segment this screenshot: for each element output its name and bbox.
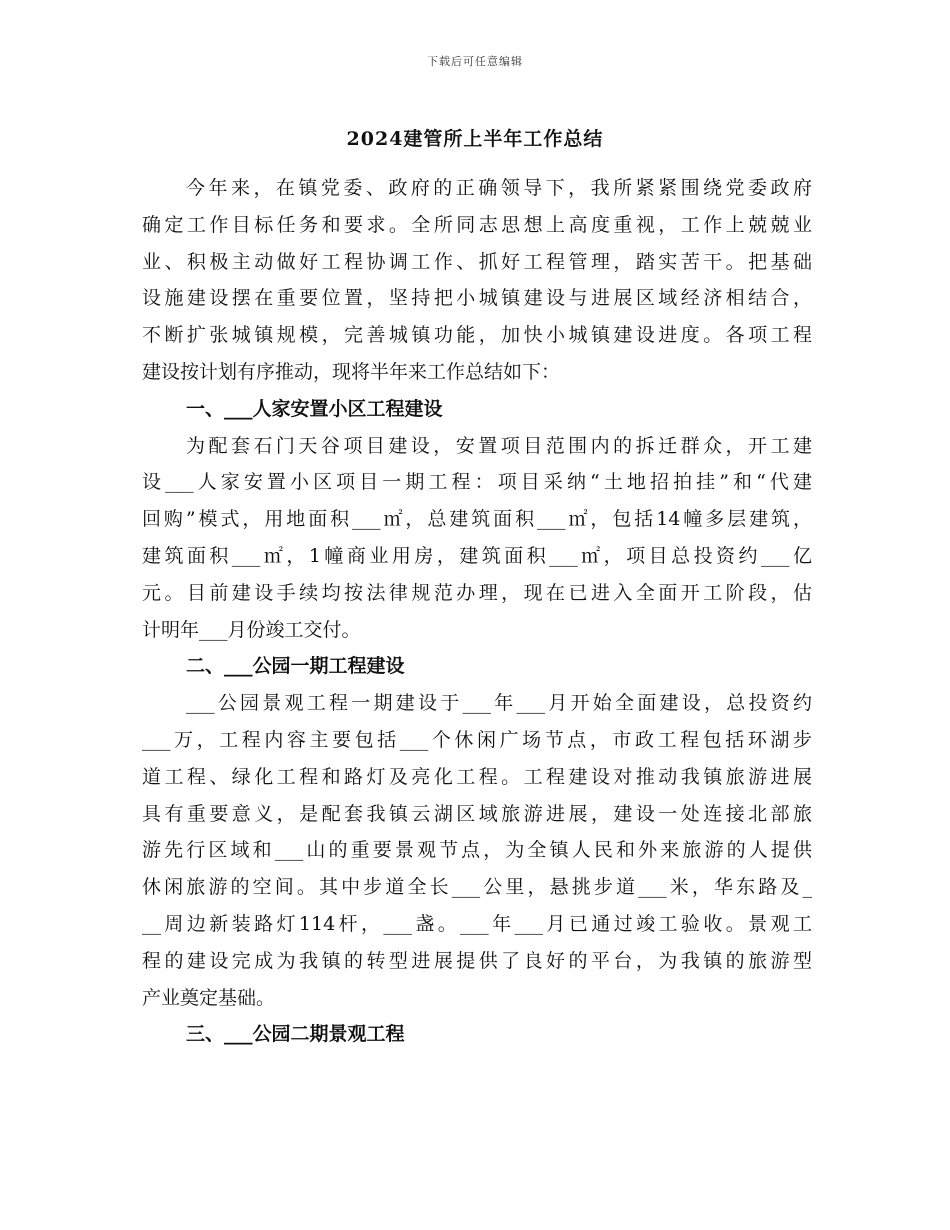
paragraph-line: 设___人家安置小区项目一期工程：项目采纳“土地招拍挂”和“代建 bbox=[142, 471, 812, 494]
paragraph-line: 休闲旅游的空间。其中步道全长___公里，悬挑步道___米，华东路及_ bbox=[142, 876, 812, 899]
paragraph-line: 不断扩张城镇规模，完善城镇功能，加快小城镇建设进度。各项工程 bbox=[142, 324, 812, 347]
paragraph-line: 建设按计划有序推动，现将半年来工作总结如下： bbox=[142, 360, 561, 383]
paragraph-line: ___万，工程内容主要包括___个休闲广场节点，市政工程包括环湖步 bbox=[142, 728, 812, 751]
paragraph-line: 计明年___月份竣工交付。 bbox=[142, 618, 361, 641]
paragraph-line: 道工程、绿化工程和路灯及亮化工程。工程建设对推动我镇旅游进展 bbox=[142, 765, 812, 788]
paragraph-line: 建筑面积___㎡，1幢商业用房，建筑面积___㎡，项目总投资约___亿 bbox=[142, 544, 812, 567]
paragraph-line: 今年来，在镇党委、政府的正确领导下，我所紧紧围绕党委政府 bbox=[186, 177, 812, 199]
paragraph-line: 业、积极主动做好工程协调工作、抓好工程管理，踏实苦干。把基础 bbox=[142, 250, 812, 273]
paragraph-line: 回购”模式，用地面积___㎡，总建筑面积___㎡，包括14幢多层建筑， bbox=[142, 508, 812, 531]
section-heading: 三、___公园二期景观工程 bbox=[186, 1023, 405, 1046]
section-heading: 二、___公园一期工程建设 bbox=[186, 655, 405, 678]
header-note: 下载后可任意编辑 bbox=[427, 55, 523, 68]
section-heading: 一、___人家安置小区工程建设 bbox=[186, 397, 443, 420]
paragraph-line: 确定工作目标任务和要求。全所同志思想上高度重视，工作上兢兢业 bbox=[142, 213, 812, 236]
paragraph-line: 元。目前建设手续均按法律规范办理，现在已进入全面开工阶段，估 bbox=[142, 581, 812, 604]
paragraph-line: 产业奠定基础。 bbox=[142, 986, 276, 1009]
paragraph-line: __周边新装路灯114杆，___盏。___年___月已通过竣工验收。景观工 bbox=[142, 912, 812, 935]
paragraph-line: 程的建设完成为我镇的转型进展提供了良好的平台，为我镇的旅游型 bbox=[142, 949, 812, 972]
document-title: 2024建管所上半年工作总结 bbox=[346, 128, 604, 150]
paragraph-line: 具有重要意义，是配套我镇云湖区域旅游进展，建设一处连接北部旅 bbox=[142, 802, 812, 825]
paragraph-line: 为配套石门天谷项目建设，安置项目范围内的拆迁群众，开工建 bbox=[186, 434, 812, 457]
paragraph-line: 设施建设摆在重要位置，坚持把小城镇建设与进展区域经济相结合， bbox=[142, 287, 812, 310]
paragraph-line: 游先行区域和___山的重要景观节点，为全镇人民和外来旅游的人提供 bbox=[142, 839, 812, 862]
document-body bbox=[142, 170, 812, 1053]
paragraph-line: ___公园景观工程一期建设于___年___月开始全面建设，总投资约 bbox=[186, 692, 812, 715]
